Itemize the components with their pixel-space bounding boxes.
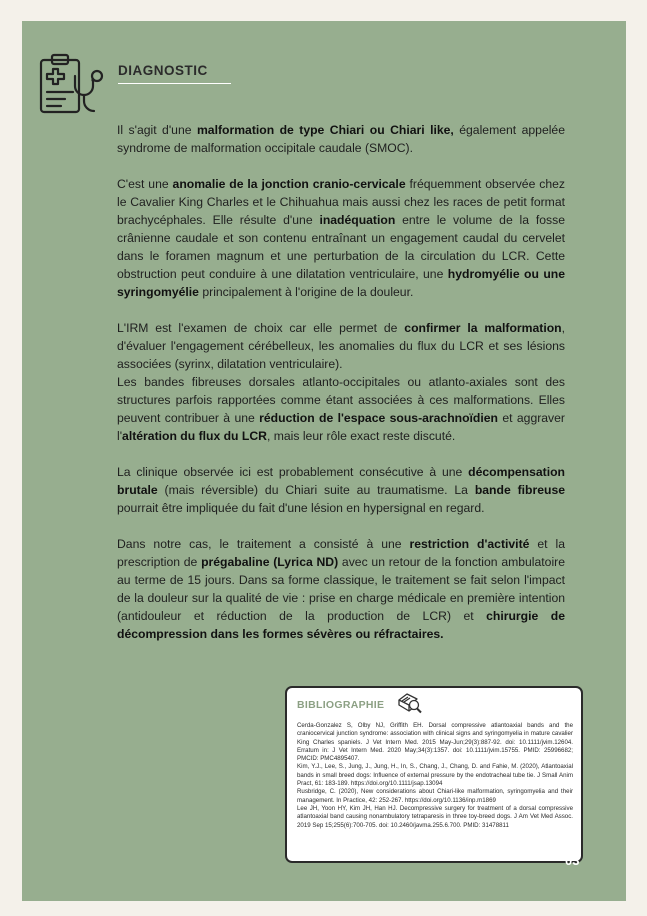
bold-text: restriction d'activité (409, 537, 530, 551)
bold-text: anomalie de la jonction cranio-cervicale (172, 177, 406, 191)
bold-text: bande fibreuse (474, 483, 565, 497)
text-run: et aggraver l' (117, 411, 565, 443)
text-run: C'est une (117, 177, 173, 191)
page (22, 21, 626, 901)
text-run: pourrait être impliquée du fait d'une lésion en hypersignal en regard. (117, 501, 485, 515)
clipboard-stethoscope-icon (35, 52, 107, 120)
bold-text: prégabaline (Lyrica ND) (201, 555, 339, 569)
text-run: et la prescription de (117, 537, 565, 569)
bibliography-entry: Cerda-Gonzalez S, Olby NJ, Griffith EH. Dorsal compressive atlantoaxial bands and the craniocervical junction syndrome: association with clinical signs and syringomyelia in mature cavalier King Charles spaniels. J Vet Intern Med. 2015 May-Jun;29(3):887-92. doi: 10.1111/jvim.12604. Erratum in: J Vet Intern Med. 2020 May;34(3):1357. doi: 10.1111/jvim.15755. PMID: 25996682; PMCID: PMC4895407. (297, 722, 573, 763)
bold-text: réduction de l'espace sous-arachnoïdien (259, 411, 498, 425)
bibliography-box (285, 686, 583, 863)
text-run: également appelée syndrome de malformation occipitale caudale (SMOC). (117, 123, 565, 155)
paragraph (117, 373, 565, 445)
text-run: entre le volume de la fosse crânienne caudale et son contenu entraînant un engagement caudal du cervelet dans le foramen magnum et une perturbation de la circulation du LCR. Cette obstruction peut conduire à une dilatation ventriculaire, une (117, 213, 566, 281)
bold-text: inadéquation (319, 213, 396, 227)
text-run: , mais leur rôle exact reste discuté. (266, 429, 456, 443)
title-underline (118, 83, 231, 84)
bibliography-entry: Kim, Y.J., Lee, S., Jung, J., Jung, H., In, S., Chang, J., Chang, D. and Fahie, M. (2020), Atlantoaxial bands in small breed dogs: Influence of external pressure by the endotracheal tube tie. J Small Anim Pract, 61: 183-189. https://doi.org/10.1111/jsap.13094 (297, 763, 573, 788)
bold-text: hydromyélie ou une syringomyélie (117, 267, 565, 299)
bold-text: malformation de type Chiari ou Chiari like, (196, 123, 454, 137)
page-number: 03 (565, 853, 580, 868)
text-run: La clinique observée ici est probablement consécutive à une (117, 465, 469, 479)
bibliography-entry: Rusbridge, C. (2020), New considerations about Chiari-like malformation, syringomyelia and their management. In Practice, 42: 252-267. https://doi.org/10.1136/inp.m1869 (297, 788, 573, 804)
paragraph (117, 463, 565, 517)
bold-text: confirmer la malformation (404, 321, 562, 335)
book-magnifier-icon (397, 691, 423, 715)
text-run: Les bandes fibreuses dorsales atlanto-occipitales ou atlanto-axiales sont des structures parfois rapportées comme étant associées à ces malformations. Elles peuvent contribuer à une (117, 375, 565, 425)
text-run: Il s'agit d'une (117, 123, 197, 137)
bibliography-title: BIBLIOGRAPHIE (297, 699, 385, 711)
bold-text: décompensation brutale (117, 465, 565, 497)
bold-text: chirurgie de décompression dans les formes sévères ou réfractaires. (117, 609, 565, 641)
paragraph (117, 175, 565, 301)
bibliography-list (297, 722, 573, 830)
text-run: , d'évaluer l'engagement cérébelleux, les anomalies du flux du LCR et ses lésions associées (syrinx, dilatation ventriculaire). (117, 321, 565, 371)
paragraph (117, 121, 565, 157)
text-run: avec un retour de la fonction ambulatoire au terme de 15 jours. Dans sa forme classique, le traitement se fait selon l'impact de la douleur sur la qualité de vie : prise en charge médicale en première intention (antidouleur et réduction de la production de LCR) et (117, 555, 566, 623)
bibliography-entry: Lee JH, Yoon HY, Kim JH, Han HJ. Decompressive surgery for treatment of a dorsal compressive atlantoaxial band causing nonambulatory tetraparesis in three toy-breed dogs. J Am Vet Med Assoc. 2019 Sep 15;255(6):700-705. doi: 10.2460/javma.255.6.700. PMID: 31478811 (297, 804, 573, 829)
text-run: principalement à l'origine de la douleur. (198, 285, 414, 299)
section-title: DIAGNOSTIC (118, 63, 208, 78)
text-run: L'IRM est l'examen de choix car elle permet de (117, 321, 405, 335)
text-run: (mais réversible) du Chiari suite au traumatisme. La (157, 483, 475, 497)
paragraph (117, 535, 565, 643)
bold-text: altération du flux du LCR (122, 429, 267, 443)
paragraph (117, 319, 565, 373)
text-run: Dans notre cas, le traitement a consisté à une (117, 537, 410, 551)
body-text (117, 121, 565, 661)
text-run: fréquemment observée chez le Cavalier King Charles et le Chihuahua mais aussi chez les races de petit format brachycéphales. Elle résulte d'une (117, 177, 566, 227)
